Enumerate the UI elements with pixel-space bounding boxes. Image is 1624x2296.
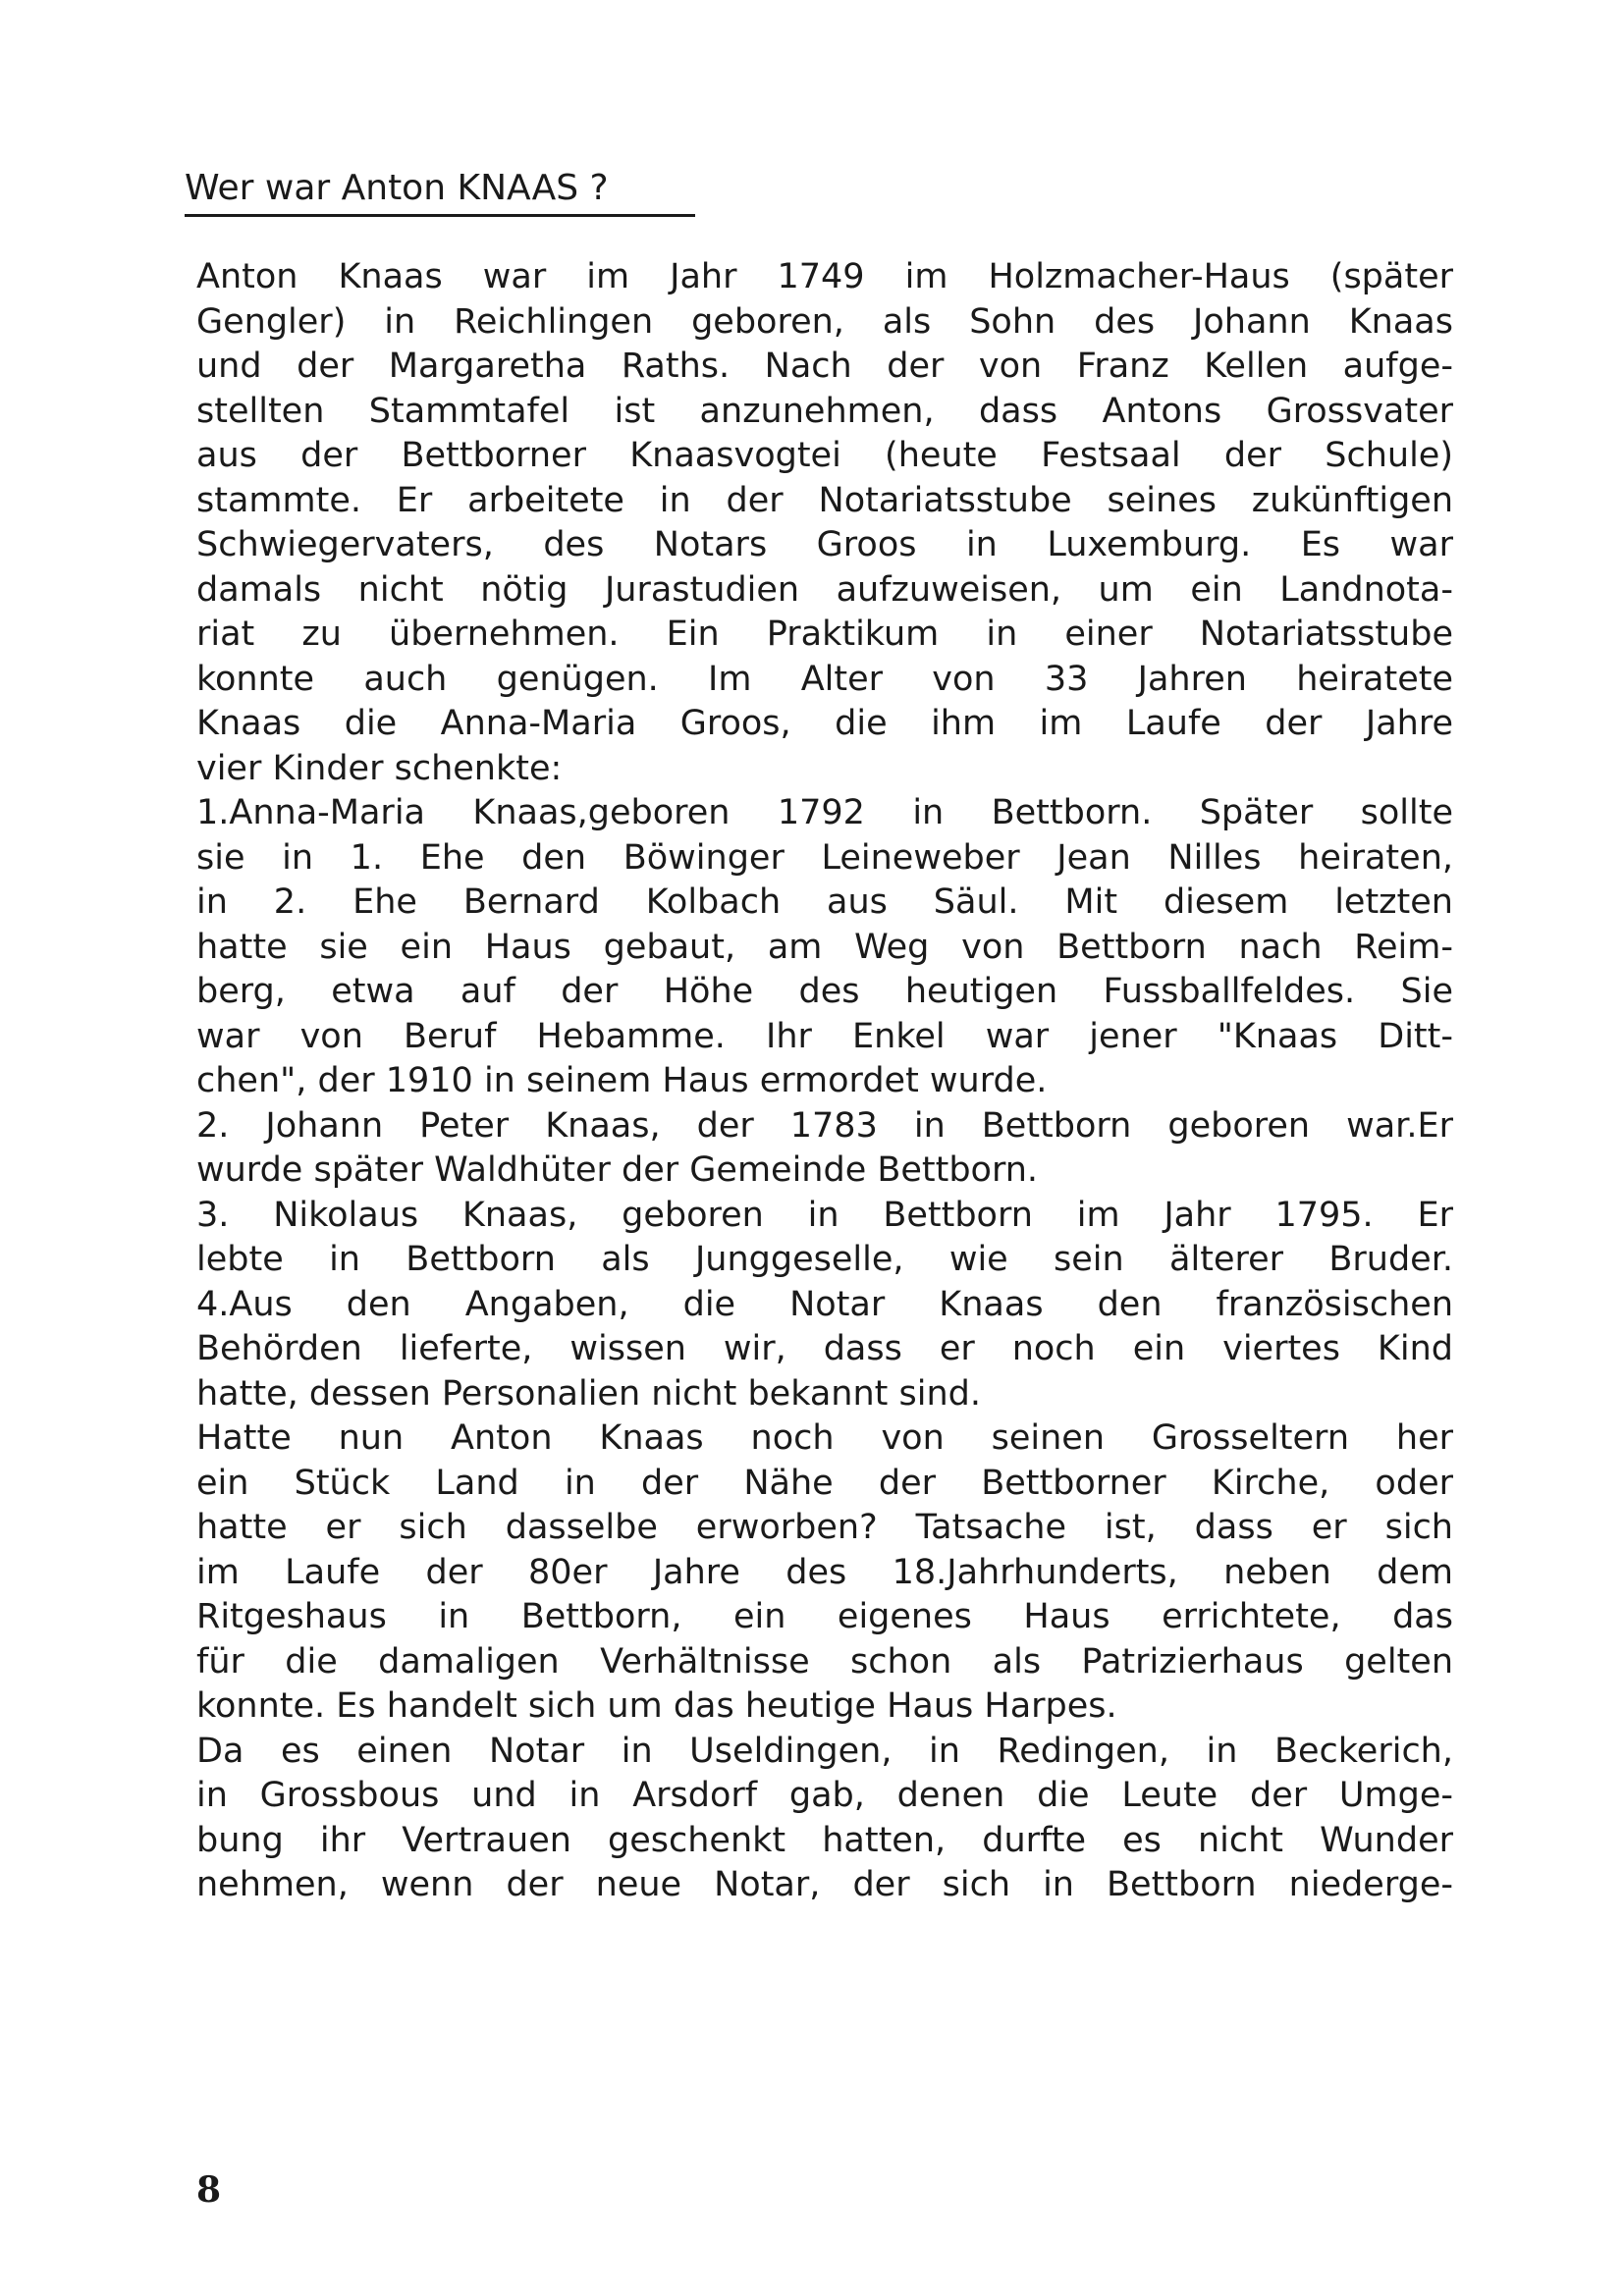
text-line: ein Stück Land in der Nähe der Bettborner Kirche, oder: [196, 1463, 1453, 1503]
text-line: vier Kinder schenkte:: [196, 748, 563, 788]
text-line: Da es einen Notar in Useldingen, in Redingen, in Beckerich,: [196, 1731, 1453, 1771]
page-heading: Wer war Anton KNAAS ?: [185, 167, 695, 217]
text-line: im Laufe der 80er Jahre des 18.Jahrhunderts, neben dem: [196, 1552, 1453, 1592]
text-line: berg, etwa auf der Höhe des heutigen Fussballfeldes. Sie: [196, 972, 1453, 1011]
text-line: in Grossbous und in Arsdorf gab, denen die Leute der Umge-: [196, 1776, 1453, 1815]
text-line: konnte auch genügen. Im Alter von 33 Jahren heiratete: [196, 659, 1453, 699]
text-line: hatte er sich dasselbe erworben? Tatsache ist, dass er sich: [196, 1508, 1453, 1547]
text-line: sie in 1. Ehe den Böwinger Leineweber Jean Nilles heiraten,: [196, 837, 1453, 878]
text-line: Behörden lieferte, wissen wir, dass er noch ein viertes Kind: [196, 1329, 1453, 1368]
text-line: 3. Nikolaus Knaas, geboren in Bettborn im Jahr 1795. Er: [196, 1195, 1453, 1235]
text-line: Hatte nun Anton Knaas noch von seinen Grosseltern her: [196, 1418, 1453, 1458]
text-line: hatte sie ein Haus gebaut, am Weg von Bettborn nach Reim-: [196, 927, 1453, 967]
text-line: 4.Aus den Angaben, die Notar Knaas den französischen: [196, 1284, 1453, 1324]
text-line: in 2. Ehe Bernard Kolbach aus Säul. Mit diesem letzten: [196, 882, 1453, 922]
text-line: damals nicht nötig Jurastudien aufzuweisen, um ein Landnota-: [196, 569, 1453, 610]
text-line: stammte. Er arbeitete in der Notariatsstube seines zukünftigen: [196, 480, 1453, 520]
text-line: Anton Knaas war im Jahr 1749 im Holzmacher-Haus (später: [196, 257, 1453, 296]
text-line: hatte, dessen Personalien nicht bekannt sind.: [196, 1373, 982, 1414]
text-line: wurde später Waldhüter der Gemeinde Bettborn.: [196, 1150, 1039, 1190]
text-line: aus der Bettborner Knaasvogtei (heute Festsaal der Schule): [196, 436, 1453, 475]
text-line: riat zu übernehmen. Ein Praktikum in einer Notariatsstube: [196, 614, 1453, 654]
text-line: 2. Johann Peter Knaas, der 1783 in Bettborn geboren war.Er: [196, 1105, 1453, 1146]
text-line: bung ihr Vertrauen geschenkt hatten, durfte es nicht Wunder: [196, 1820, 1453, 1860]
body-text: [196, 255, 1453, 1908]
text-line: war von Beruf Hebamme. Ihr Enkel war jener "Knaas Ditt-: [196, 1016, 1453, 1056]
text-line: stellten Stammtafel ist anzunehmen, dass Antons Grossvater: [196, 391, 1453, 431]
page-number: 8: [196, 2169, 222, 2211]
text-line: nehmen, wenn der neue Notar, der sich in Bettborn niederge-: [196, 1865, 1453, 1904]
text-line: Knaas die Anna-Maria Groos, die ihm im Laufe der Jahre: [196, 704, 1453, 743]
text-line: lebte in Bettborn als Junggeselle, wie sein älterer Bruder.: [196, 1240, 1453, 1279]
text-line: konnte. Es handelt sich um das heutige Haus Harpes.: [196, 1686, 1117, 1726]
text-line: Schwiegervaters, des Notars Groos in Luxemburg. Es war: [196, 525, 1453, 564]
text-line: chen", der 1910 in seinem Haus ermordet wurde.: [196, 1061, 1048, 1100]
text-line: Ritgeshaus in Bettborn, ein eigenes Haus errichtete, das: [196, 1597, 1453, 1636]
text-line: Gengler) in Reichlingen geboren, als Sohn des Johann Knaas: [196, 301, 1453, 342]
text-line: 1.Anna-Maria Knaas,geboren 1792 in Bettborn. Später sollte: [196, 793, 1453, 832]
text-line: für die damaligen Verhältnisse schon als Patrizierhaus gelten: [196, 1641, 1453, 1682]
text-line: und der Margaretha Raths. Nach der von Franz Kellen aufge-: [196, 347, 1453, 386]
